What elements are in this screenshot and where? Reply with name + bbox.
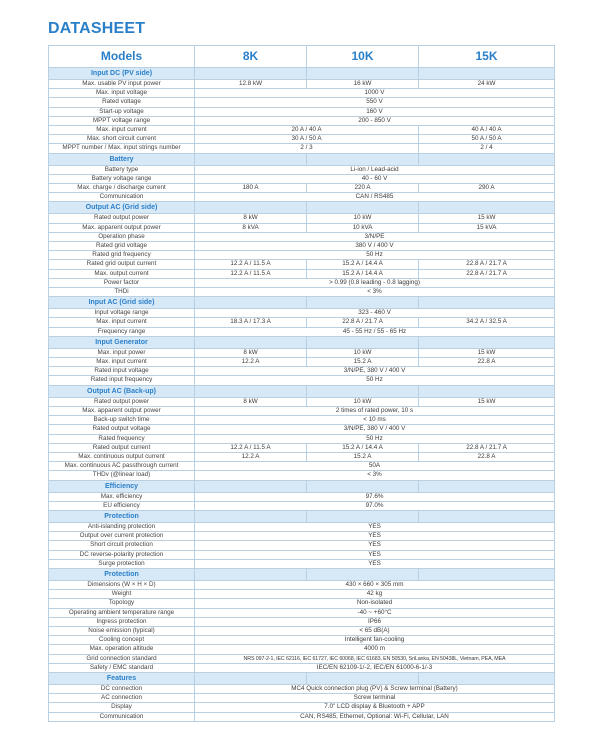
spec-value: 180 A	[195, 184, 307, 193]
spec-value: 15 kVA	[419, 223, 555, 232]
spec-value: YES	[195, 532, 555, 541]
spec-label: Rated voltage	[49, 98, 195, 107]
spec-value: < 10 ms	[195, 416, 555, 425]
spec-row	[49, 80, 555, 89]
spec-row	[49, 223, 555, 232]
spec-label: Max. operation altitude	[49, 645, 195, 654]
section-spacer	[307, 672, 419, 684]
spec-value: IEC/EN 62109-1/-2, IEC/EN 61000-6-1/-3	[195, 663, 555, 672]
spec-label: Input voltage range	[49, 309, 195, 318]
spec-label: Power factor	[49, 278, 195, 287]
spec-value: 12.2 A / 11.5 A	[195, 260, 307, 269]
spec-label: Communication	[49, 193, 195, 202]
section-spacer	[307, 153, 419, 165]
spec-value: 22.8 A / 21.7 A	[307, 318, 419, 327]
spec-label: Short circuit protection	[49, 541, 195, 550]
spec-value: 12.2 A	[195, 358, 307, 367]
spec-value: YES	[195, 541, 555, 550]
spec-label: DC connection	[49, 684, 195, 693]
section-title: Input Generator	[49, 336, 195, 348]
spec-label: Safety / EMC standard	[49, 663, 195, 672]
spec-value: Li-ion / Lead-acid	[195, 165, 555, 174]
spec-value: 2 / 4	[419, 144, 555, 153]
spec-label: Display	[49, 703, 195, 712]
spec-row	[49, 416, 555, 425]
spec-value: 15.2 A / 14.4 A	[307, 260, 419, 269]
spec-row	[49, 434, 555, 443]
spec-value: 2 times of rated power, 10 s	[195, 406, 555, 415]
spec-value: 430 × 660 × 305 mm	[195, 580, 555, 589]
spec-value: 50 Hz	[195, 251, 555, 260]
spec-value: 2 / 3	[195, 144, 419, 153]
datasheet-table	[48, 45, 555, 722]
spec-label: Max. apparent output power	[49, 223, 195, 232]
spec-row	[49, 599, 555, 608]
spec-label: MPPT number / Max. input strings number	[49, 144, 195, 153]
section-spacer	[307, 568, 419, 580]
spec-value: 22.8 A / 21.7 A	[419, 443, 555, 452]
spec-row	[49, 522, 555, 531]
section-spacer	[419, 568, 555, 580]
spec-value: Intelligent fan-cooling	[195, 636, 555, 645]
section-title: Efficiency	[49, 480, 195, 492]
section-spacer	[307, 385, 419, 397]
spec-row	[49, 703, 555, 712]
spec-value: 97.0%	[195, 501, 555, 510]
spec-label: Noise emission (typical)	[49, 626, 195, 635]
section-row	[49, 510, 555, 522]
section-row	[49, 297, 555, 309]
spec-value: 4000 m	[195, 645, 555, 654]
spec-label: Max. input current	[49, 358, 195, 367]
spec-label: THDv (@linear load)	[49, 471, 195, 480]
spec-value: 10 kVA	[307, 223, 419, 232]
spec-label: Rated input voltage	[49, 367, 195, 376]
spec-row	[49, 645, 555, 654]
spec-label: Ingress protection	[49, 617, 195, 626]
spec-value: Non-isolated	[195, 599, 555, 608]
section-spacer	[419, 153, 555, 165]
section-row	[49, 672, 555, 684]
header-models: Models	[49, 46, 195, 68]
spec-value: MC4 Quick connection plug (PV) & Screw terminal (Battery)	[195, 684, 555, 693]
spec-label: Max. input power	[49, 348, 195, 357]
spec-label: Max. input current	[49, 126, 195, 135]
section-spacer	[307, 510, 419, 522]
spec-value: 12.2 A	[195, 452, 307, 461]
spec-label: Battery type	[49, 165, 195, 174]
page-title: DATASHEET	[48, 20, 146, 37]
spec-row	[49, 135, 555, 144]
spec-value: < 3%	[195, 471, 555, 480]
spec-value: 1000 V	[195, 89, 555, 98]
section-row	[49, 202, 555, 214]
spec-value: 15 kW	[419, 397, 555, 406]
spec-row	[49, 98, 555, 107]
spec-label: Frequency range	[49, 327, 195, 336]
spec-row	[49, 452, 555, 461]
spec-label: Rated output current	[49, 443, 195, 452]
spec-label: Max. continuous output current	[49, 452, 195, 461]
spec-label: Max. charge / discharge current	[49, 184, 195, 193]
spec-label: Max. apparent output power	[49, 406, 195, 415]
spec-row	[49, 580, 555, 589]
spec-row	[49, 608, 555, 617]
spec-label: Max. output current	[49, 269, 195, 278]
spec-label: Rated frequency	[49, 434, 195, 443]
spec-row	[49, 694, 555, 703]
section-row	[49, 68, 555, 80]
section-spacer	[419, 202, 555, 214]
spec-label: Surge protection	[49, 559, 195, 568]
spec-value: 10 kW	[307, 397, 419, 406]
spec-row	[49, 443, 555, 452]
spec-row	[49, 712, 555, 721]
spec-value: 30 A / 50 A	[195, 135, 419, 144]
spec-value: 3/N/PE, 380 V / 400 V	[195, 367, 555, 376]
spec-value: NRS 097-2-1, IEC 62116, IEC 61727, IEC 60068, IEC 61683, EN 50530, SriLanka, EN 50438L, Vietnam, PEA, MEA	[195, 654, 555, 663]
spec-value: 34.2 A / 32.5 A	[419, 318, 555, 327]
spec-label: EU efficiency	[49, 501, 195, 510]
spec-value: < 3%	[195, 288, 555, 297]
spec-value: CAN / RS485	[195, 193, 555, 202]
spec-label: Rated grid output current	[49, 260, 195, 269]
spec-value: 3/N/PE	[195, 232, 555, 241]
spec-value: 15.2 A / 14.4 A	[307, 443, 419, 452]
section-row	[49, 480, 555, 492]
header-model-15k: 15K	[419, 46, 555, 68]
spec-value: 15.2 A / 14.4 A	[307, 269, 419, 278]
spec-row	[49, 358, 555, 367]
section-spacer	[307, 480, 419, 492]
spec-value: 220 A	[307, 184, 419, 193]
spec-label: AC connection	[49, 694, 195, 703]
spec-value: 15 kW	[419, 348, 555, 357]
spec-value: 45 - 55 Hz / 55 - 65 Hz	[195, 327, 555, 336]
spec-row	[49, 165, 555, 174]
spec-row	[49, 397, 555, 406]
spec-row	[49, 501, 555, 510]
spec-value: 8 kW	[195, 348, 307, 357]
spec-label: Anti-islanding protection	[49, 522, 195, 531]
spec-label: Start-up voltage	[49, 107, 195, 116]
section-spacer	[195, 68, 307, 80]
spec-value: 3/N/PE, 380 V / 400 V	[195, 425, 555, 434]
section-spacer	[419, 510, 555, 522]
spec-value: 8 kVA	[195, 223, 307, 232]
section-spacer	[419, 385, 555, 397]
section-spacer	[195, 510, 307, 522]
spec-value: 22.8 A	[419, 452, 555, 461]
spec-row	[49, 327, 555, 336]
spec-value: 22.8 A	[419, 358, 555, 367]
spec-row	[49, 144, 555, 153]
section-spacer	[195, 336, 307, 348]
spec-row	[49, 309, 555, 318]
spec-value: 12.8 kW	[195, 80, 307, 89]
spec-row	[49, 89, 555, 98]
spec-value: 15 kW	[419, 214, 555, 223]
spec-row	[49, 471, 555, 480]
spec-row	[49, 126, 555, 135]
spec-row	[49, 367, 555, 376]
spec-value: 50 Hz	[195, 376, 555, 385]
spec-row	[49, 269, 555, 278]
spec-label: Communication	[49, 712, 195, 721]
spec-label: Max. usable PV input power	[49, 80, 195, 89]
spec-value: Screw terminal	[195, 694, 555, 703]
spec-row	[49, 590, 555, 599]
section-spacer	[307, 68, 419, 80]
section-title: Output AC (Back-up)	[49, 385, 195, 397]
spec-row	[49, 214, 555, 223]
spec-value: CAN, RS485, Ethernet, Optional: Wi-Fi, Cellular, LAN	[195, 712, 555, 721]
spec-value: 22.8 A / 21.7 A	[419, 260, 555, 269]
spec-label: Weight	[49, 590, 195, 599]
section-spacer	[195, 568, 307, 580]
spec-value: 15.2 A	[307, 358, 419, 367]
spec-row	[49, 462, 555, 471]
spec-label: Battery voltage range	[49, 174, 195, 183]
spec-label: Operation phase	[49, 232, 195, 241]
spec-row	[49, 107, 555, 116]
spec-row	[49, 406, 555, 415]
spec-value: 20 A / 40 A	[195, 126, 419, 135]
section-spacer	[307, 202, 419, 214]
spec-value: 22.8 A / 21.7 A	[419, 269, 555, 278]
datasheet-body	[49, 68, 555, 722]
spec-label: Rated output power	[49, 214, 195, 223]
spec-label: Rated output power	[49, 397, 195, 406]
spec-row	[49, 550, 555, 559]
section-title: Input AC (Grid side)	[49, 297, 195, 309]
spec-label: Rated output voltage	[49, 425, 195, 434]
spec-value: > 0.99 (0.8 leading - 0.8 lagging)	[195, 278, 555, 287]
section-spacer	[195, 385, 307, 397]
section-spacer	[195, 480, 307, 492]
spec-row	[49, 242, 555, 251]
section-spacer	[419, 336, 555, 348]
spec-value: 18.3 A / 17.3 A	[195, 318, 307, 327]
spec-row	[49, 260, 555, 269]
section-title: Protection	[49, 568, 195, 580]
spec-row	[49, 541, 555, 550]
spec-label: Max. input voltage	[49, 89, 195, 98]
section-spacer	[419, 672, 555, 684]
spec-value: YES	[195, 559, 555, 568]
section-spacer	[419, 297, 555, 309]
section-title: Battery	[49, 153, 195, 165]
spec-row	[49, 684, 555, 693]
spec-row	[49, 376, 555, 385]
spec-row	[49, 184, 555, 193]
spec-label: Rated grid voltage	[49, 242, 195, 251]
spec-row	[49, 492, 555, 501]
spec-label: Max. continuous AC passthrough current	[49, 462, 195, 471]
section-row	[49, 385, 555, 397]
section-title: Protection	[49, 510, 195, 522]
spec-value: 97.6%	[195, 492, 555, 501]
spec-row	[49, 348, 555, 357]
section-row	[49, 153, 555, 165]
spec-value: 40 A / 40 A	[419, 126, 555, 135]
section-title: Features	[49, 672, 195, 684]
spec-label: Dimensions (W × H × D)	[49, 580, 195, 589]
spec-row	[49, 626, 555, 635]
spec-label: Operating ambient temperature range	[49, 608, 195, 617]
section-spacer	[195, 672, 307, 684]
spec-row	[49, 559, 555, 568]
spec-value: 160 V	[195, 107, 555, 116]
section-spacer	[419, 68, 555, 80]
spec-row	[49, 654, 555, 663]
spec-label: MPPT voltage range	[49, 116, 195, 125]
spec-row	[49, 532, 555, 541]
spec-value: 16 kW	[307, 80, 419, 89]
spec-value: 10 kW	[307, 214, 419, 223]
spec-value: 50 Hz	[195, 434, 555, 443]
spec-row	[49, 278, 555, 287]
spec-value: 15.2 A	[307, 452, 419, 461]
spec-value: 550 V	[195, 98, 555, 107]
spec-value: 12.2 A / 11.5 A	[195, 443, 307, 452]
spec-value: 50A	[195, 462, 555, 471]
spec-row	[49, 174, 555, 183]
spec-value: IP66	[195, 617, 555, 626]
spec-value: 10 kW	[307, 348, 419, 357]
spec-label: Max. efficiency	[49, 492, 195, 501]
spec-row	[49, 636, 555, 645]
spec-row	[49, 251, 555, 260]
section-spacer	[195, 297, 307, 309]
spec-label: Grid connection standard	[49, 654, 195, 663]
spec-row	[49, 617, 555, 626]
header-model-10k: 10K	[307, 46, 419, 68]
spec-value: 8 kW	[195, 214, 307, 223]
spec-value: < 65 dB(A)	[195, 626, 555, 635]
spec-value: 290 A	[419, 184, 555, 193]
spec-value: 323 - 460 V	[195, 309, 555, 318]
section-spacer	[307, 297, 419, 309]
section-spacer	[195, 153, 307, 165]
spec-value: 24 kW	[419, 80, 555, 89]
spec-value: 42 kg	[195, 590, 555, 599]
spec-label: DC reverse-polarity protection	[49, 550, 195, 559]
spec-label: Cooling concept	[49, 636, 195, 645]
spec-value: YES	[195, 522, 555, 531]
section-row	[49, 568, 555, 580]
section-title: Output AC (Grid side)	[49, 202, 195, 214]
spec-row	[49, 193, 555, 202]
spec-value: 40 - 60 V	[195, 174, 555, 183]
section-spacer	[195, 202, 307, 214]
spec-row	[49, 318, 555, 327]
spec-row	[49, 116, 555, 125]
spec-label: Back-up switch time	[49, 416, 195, 425]
spec-label: Rated input frequency	[49, 376, 195, 385]
spec-value: YES	[195, 550, 555, 559]
spec-label: Max. input current	[49, 318, 195, 327]
spec-label: Output over current protection	[49, 532, 195, 541]
spec-value: 12.2 A / 11.5 A	[195, 269, 307, 278]
header-row	[49, 46, 555, 68]
section-spacer	[419, 480, 555, 492]
spec-row	[49, 288, 555, 297]
spec-label: Topology	[49, 599, 195, 608]
spec-label: Rated grid frequency	[49, 251, 195, 260]
spec-value: 380 V / 400 V	[195, 242, 555, 251]
spec-value: 200 - 850 V	[195, 116, 555, 125]
section-spacer	[307, 336, 419, 348]
section-row	[49, 336, 555, 348]
spec-row	[49, 663, 555, 672]
header-model-8k: 8K	[195, 46, 307, 68]
spec-label: Max. short circuit current	[49, 135, 195, 144]
spec-value: 50 A / 50 A	[419, 135, 555, 144]
spec-row	[49, 232, 555, 241]
spec-value: -40 ~ +60°C	[195, 608, 555, 617]
spec-value: 8 kW	[195, 397, 307, 406]
spec-row	[49, 425, 555, 434]
spec-value: 7.0" LCD display & Bluetooth + APP	[195, 703, 555, 712]
spec-label: THDi	[49, 288, 195, 297]
section-title: Input DC (PV side)	[49, 68, 195, 80]
